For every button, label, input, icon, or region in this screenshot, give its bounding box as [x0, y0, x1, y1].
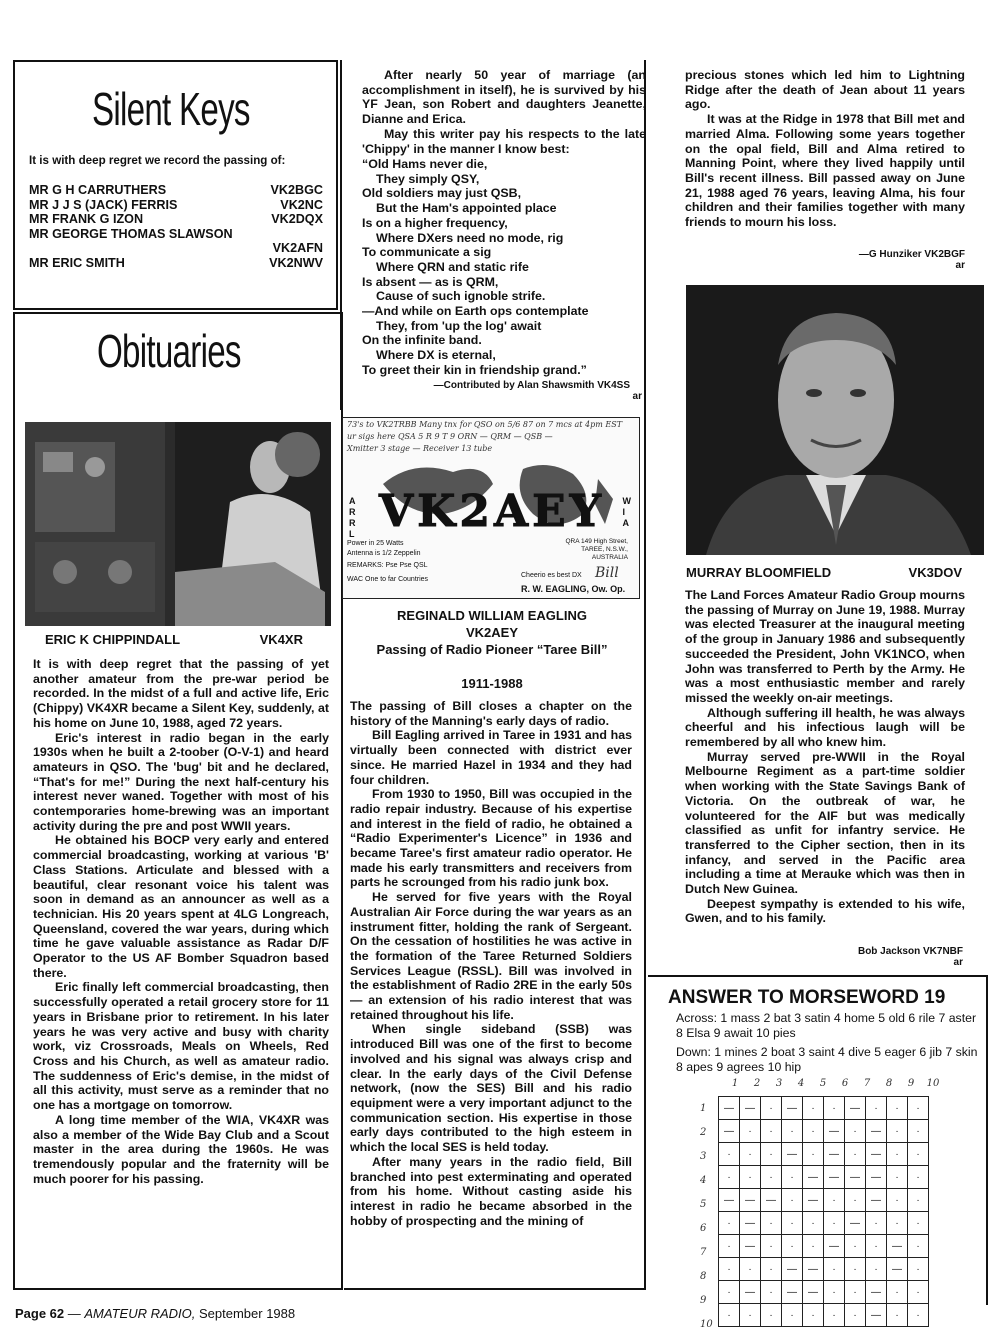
grid-cell: ·: [719, 1258, 740, 1281]
chippindall-continued: [362, 68, 646, 156]
grid-cell: ·: [845, 1120, 866, 1143]
grid-cell: ·: [908, 1189, 929, 1212]
footer: [15, 1306, 295, 1321]
qsl-arrl: [349, 496, 356, 540]
grid-cell: ·: [719, 1304, 740, 1327]
chippindall-heading: [45, 632, 303, 647]
morseword-across: Across: 1 mass 2 bat 3 satin 4 home 5 old 6 rile 7 aster 8 Elsa 9 await 10 pies: [676, 1011, 977, 1040]
grid-cell: ·: [824, 1304, 845, 1327]
grid-row: [719, 1120, 929, 1143]
grid-cell: ·: [761, 1166, 782, 1189]
grid-cell: ·: [782, 1235, 803, 1258]
poem-line: “Old Hams never die,: [362, 157, 488, 171]
grid-cell: ·: [908, 1143, 929, 1166]
chippindall-text: [33, 657, 329, 1186]
grid-row: [719, 1189, 929, 1212]
grid-cell: ·: [887, 1097, 908, 1120]
poem-line: Where DXers need no mode, rig: [376, 230, 564, 245]
paragraph: May this writer pay his respects to the late 'Chippy' in the manner I know best:: [362, 126, 646, 156]
grid-row-number: 3: [700, 1151, 707, 1162]
silent-keys-title: Silent Keys: [92, 83, 250, 135]
grid-cell: —: [803, 1258, 824, 1281]
grid-column-number: 2: [753, 1078, 761, 1089]
grid-cell: ·: [866, 1258, 887, 1281]
grid-column-number: 1: [731, 1078, 739, 1089]
grid-cell: —: [824, 1235, 845, 1258]
grid-row-number: 6: [700, 1223, 707, 1234]
poem-line: To communicate a sig: [362, 245, 492, 260]
grid-cell: ·: [887, 1143, 908, 1166]
grid-row-number: 1: [700, 1103, 707, 1114]
bloomfield-text: [685, 588, 965, 926]
grid-row-number: 2: [700, 1127, 707, 1138]
grid-cell: ·: [866, 1235, 887, 1258]
grid-cell: —: [866, 1189, 887, 1212]
paragraph: From 1930 to 1950, Bill was occupied in the radio repair industry. Because of his expertise and interest in the field of radio, he obtained a “Radio Experimenter's Licence” in 1936 and became Taree's first amateur radio operator. He made his early transmitters and receivers from parts he scrounged from his radio junk box.: [350, 787, 632, 890]
silent-key-name: MR GEORGE THOMAS SLAWSON: [29, 226, 233, 241]
qsl-line1: 73's to VK2TRBB Many tnx for QSO on 5/6 87 on 7 mcs at 4pm EST: [347, 420, 623, 429]
morseword-grid: [718, 1096, 929, 1327]
paragraph: The passing of Bill closes a chapter on the history of the Manning's early days of radio.: [350, 699, 632, 728]
silent-key-entry: [29, 256, 329, 271]
silent-key-name: MR G H CARRUTHERS: [29, 183, 167, 197]
grid-cell: —: [719, 1120, 740, 1143]
paragraph: Eric's interest in radio began in the early 1930s when he built a 2-toober (O-V-1) and heard amateurs in QSO. The 'bug' bit and he declared, “That's for me!” During the next half-century his interest never waned. Together with most of his contemporaries home-brewing was an important activity during the pre and post WWII years.: [33, 730, 329, 833]
paragraph: When single sideband (SSB) was introduced Bill was one of the first to become involved and his signal was always crisp and clear. In the early days of the Civil Defense network, (now the SES) Bill and his radio equipment were a very important adjunct to the communication section. His expertise in those early days contributed to the high esteem in which the local SES is held today.: [350, 1022, 632, 1155]
silent-key-name: MR FRANK G IZON: [29, 212, 144, 226]
grid-cell: —: [887, 1258, 908, 1281]
grid-cell: —: [740, 1212, 761, 1235]
grid-cell: ·: [719, 1212, 740, 1235]
paragraph: Murray served pre-WWII in the Royal Melbourne Regiment as a part-time soldier when working with the State Savings Bank of Victoria. On the outbreak of war, he volunteered for the AIF but was medically classified as unfit for infantry service. He transferred to the Cipher section, then in its infancy, and served in the Pacific area including a time at Merauke which was then in Dutch New Guinea.: [685, 749, 965, 897]
morseword-column-numbers: [724, 1078, 944, 1089]
grid-row: [719, 1258, 929, 1281]
obituaries-box: [13, 312, 343, 1290]
grid-cell: —: [866, 1304, 887, 1327]
paragraph: After many years in the radio field, Bill branched into pest exterminating and operated from his home. Without casting aside his interest in radio he became absorbed in the hobby of prospecting and the mining of: [350, 1154, 632, 1228]
poem-credit: —Contributed by Alan Shawsmith VK4SS: [433, 380, 630, 391]
poem-line: Where DX is eternal,: [376, 348, 496, 363]
paragraph: Eric finally left commercial broadcasting, then successfully operated a retail grocery store for 11 years in Brisbane prior to retirement. In his later years he was very active and busy with charity work, viz Crossroads, Meals on Wheels, Red Cross and his Church, as well as amateur radio. The suddenness of Eric's demise, in the midst of all this activity, must serve as a reminder that no one has a mortgage on tomorrow.: [33, 980, 329, 1113]
silent-key-name: MR ERIC SMITH: [29, 255, 125, 270]
grid-cell: —: [824, 1166, 845, 1189]
grid-row-number: 9: [700, 1295, 707, 1306]
footer-magazine: AMATEUR RADIO,: [84, 1306, 196, 1321]
grid-cell: ·: [887, 1304, 908, 1327]
grid-cell: ·: [740, 1258, 761, 1281]
grid-cell: ·: [845, 1235, 866, 1258]
grid-cell: ·: [803, 1304, 824, 1327]
grid-cell: ·: [782, 1166, 803, 1189]
grid-row: [719, 1281, 929, 1304]
eagling-call: VK2AEY: [465, 625, 519, 640]
silent-key-call: VK2AFN: [272, 241, 323, 255]
grid-cell: ·: [866, 1212, 887, 1235]
grid-row: [719, 1235, 929, 1258]
qsl-callsign: VK2AEY: [378, 486, 606, 537]
bottom-rule: [344, 1288, 646, 1290]
grid-cell: ·: [824, 1212, 845, 1235]
grid-cell: —: [740, 1235, 761, 1258]
grid-cell: ·: [845, 1281, 866, 1304]
paragraph: precious stones which led him to Lightning Ridge after the death of Jean about 11 years ago.: [685, 68, 965, 112]
grid-column-number: 9: [907, 1078, 915, 1089]
poem: [362, 157, 652, 378]
grid-cell: ·: [887, 1281, 908, 1304]
qsl-op: R. W. EAGLING, Ow. Op.: [521, 584, 626, 594]
eagling-text: [350, 699, 632, 1228]
grid-cell: ·: [719, 1166, 740, 1189]
obituaries-title: Obituaries: [97, 325, 241, 377]
grid-cell: —: [866, 1166, 887, 1189]
bloomfield-photo: [686, 285, 984, 555]
qsl-letter: L: [349, 529, 355, 539]
silent-key-call: VK2DQX: [271, 212, 323, 226]
grid-cell: —: [803, 1281, 824, 1304]
qsl-line2: ur sigs here QSA 5 R 9 T 9 ORN — QRM — QSB —: [347, 432, 553, 441]
eagling-years: 1911-1988: [461, 676, 523, 691]
grid-cell: —: [740, 1097, 761, 1120]
footer-page: Page 62: [15, 1306, 65, 1321]
column-rule: [644, 60, 646, 1290]
qsl-power: Power in 25 Watts: [347, 540, 404, 547]
grid-cell: ·: [740, 1166, 761, 1189]
grid-cell: ·: [908, 1304, 929, 1327]
chippindall-call: VK4XR: [259, 632, 303, 647]
grid-cell: —: [824, 1143, 845, 1166]
grid-cell: ·: [761, 1120, 782, 1143]
grid-cell: ·: [782, 1189, 803, 1212]
morseword-row-numbers: [700, 1097, 713, 1330]
footer-dash: —: [64, 1306, 85, 1321]
silent-keys-list: [29, 183, 329, 270]
paragraph: Bill Eagling arrived in Taree in 1931 and has virtually been connected with district ever since. He married Hazel in 1934 and they had four children.: [350, 728, 632, 787]
qsl-letter: I: [622, 507, 626, 517]
qsl-cheerio: Cheerio es best DX: [521, 572, 582, 579]
grid-cell: ·: [803, 1120, 824, 1143]
silent-key-name: MR J J S (JACK) FERRIS: [29, 197, 178, 212]
morseword-title: ANSWER TO MORSEWORD 19: [668, 987, 946, 1008]
bloomfield-heading: [686, 565, 962, 580]
paragraph: He served for five years with the Royal Australian Air Force during the war years as an instrument fitter, holding the rank of Sergeant. On the cessation of hostilities he was active in the formation of the Taree Returned Soldiers Services League (RSSL). Bill was involved in the establishment of Radio 2RE in the early 50s — an extension of his radio interest that was retained throughout his life.: [350, 890, 632, 1022]
grid-cell: ·: [803, 1143, 824, 1166]
eagling-continued: [685, 68, 965, 230]
grid-cell: ·: [719, 1235, 740, 1258]
silent-key-call: VK2BGC: [270, 183, 323, 197]
grid-cell: ·: [908, 1235, 929, 1258]
grid-cell: ·: [824, 1281, 845, 1304]
qsl-sign: Bill: [595, 565, 619, 581]
grid-cell: —: [803, 1166, 824, 1189]
grid-cell: —: [845, 1166, 866, 1189]
grid-cell: ·: [761, 1304, 782, 1327]
grid-cell: ·: [845, 1304, 866, 1327]
grid-cell: ·: [908, 1212, 929, 1235]
qsl-antenna: Antenna is 1/2 Zeppelin: [347, 550, 421, 557]
paragraph: Although suffering ill health, he was always cheerful and his infectious laugh will be remembered by all who knew him.: [685, 705, 965, 750]
grid-cell: ·: [908, 1097, 929, 1120]
paragraph: A long time member of the WIA, VK4XR was also a member of the Wide Bay Club and a Scout master in the area during the 1960s. He was tremendously popular and the fraternity will be much poorer for his passing.: [33, 1112, 329, 1186]
grid-row: [719, 1166, 929, 1189]
poem-line: To greet their kin in friendship grand.”: [362, 362, 587, 377]
grid-cell: —: [719, 1189, 740, 1212]
grid-cell: ·: [908, 1281, 929, 1304]
paragraph: Deepest sympathy is extended to his wife, Gwen, and to his family.: [685, 896, 965, 926]
grid-cell: ·: [824, 1258, 845, 1281]
eagling-credit: —G Hunziker VK2BGF: [858, 249, 965, 260]
grid-row: [719, 1304, 929, 1327]
silent-keys-box: [13, 60, 338, 310]
paragraph: It was at the Ridge in 1978 that Bill met and married Alma. Following some years together on the opal field, Bill and Alma retired to Manning Point, where they lived happily until Bill's recent illness. Bill passed away on June 21, 1988 aged 76 years, leaving Alma, his four children and their families together with many friends to mourn his loss.: [685, 112, 965, 230]
grid-cell: ·: [887, 1120, 908, 1143]
bloomfield-credit: Bob Jackson VK7NBF: [857, 946, 963, 957]
grid-row: [719, 1097, 929, 1120]
grid-column-number: 6: [841, 1078, 849, 1089]
poem-line: They, from 'up the log' await: [376, 318, 542, 333]
footer-date: September 1988: [195, 1306, 296, 1321]
grid-cell: ·: [782, 1212, 803, 1235]
poem-line: They simply QSY,: [376, 171, 480, 186]
grid-row: [719, 1143, 929, 1166]
qsl-letter: R: [349, 518, 356, 528]
grid-cell: —: [824, 1120, 845, 1143]
grid-cell: ·: [740, 1304, 761, 1327]
qsl-letter: A: [622, 518, 629, 528]
grid-cell: ·: [908, 1258, 929, 1281]
grid-cell: —: [803, 1189, 824, 1212]
grid-cell: —: [887, 1235, 908, 1258]
grid-cell: —: [740, 1189, 761, 1212]
grid-column-number: 4: [797, 1078, 805, 1089]
grid-column-number: 7: [863, 1078, 871, 1089]
grid-row-number: 10: [700, 1319, 713, 1330]
silent-key-call: VK2NC: [280, 197, 323, 212]
grid-cell: ·: [824, 1189, 845, 1212]
grid-cell: ·: [740, 1120, 761, 1143]
grid-cell: ·: [761, 1212, 782, 1235]
eagling-name: REGINALD WILLIAM EAGLING: [397, 608, 587, 623]
grid-cell: ·: [887, 1166, 908, 1189]
chippindall-photo: [25, 422, 331, 626]
qsl-wia: [623, 496, 632, 529]
silent-key-call: VK2NWV: [269, 255, 323, 270]
poem-line: Cause of such ignoble strife.: [376, 289, 546, 304]
grid-cell: —: [782, 1143, 803, 1166]
paragraph: He obtained his BOCP very early and entered commercial broadcasting, working at various 'B' Class Stations. Articulate and blessed with a beautiful, clear resonant voice his talent was soon in demand as an announcer as well as a technician. His 20 years spent at 4LG Longreach, Queensland, covered the war years, during which time he gave valuable assistance as Radar D/F Operator to the US AF Bomber Squadron based there.: [33, 833, 329, 980]
bloomfield-name: MURRAY BLOOMFIELD: [686, 565, 832, 580]
qsl-letter: W: [622, 496, 631, 506]
qsl-letter: R: [349, 507, 356, 517]
grid-column-number: 3: [775, 1078, 783, 1089]
qsl-letter: A: [349, 496, 356, 506]
chippindall-name: ERIC K CHIPPINDALL: [45, 632, 181, 647]
grid-column-number: 8: [885, 1078, 893, 1089]
grid-cell: ·: [761, 1143, 782, 1166]
grid-cell: ·: [761, 1235, 782, 1258]
grid-cell: ·: [845, 1143, 866, 1166]
grid-cell: ·: [782, 1304, 803, 1327]
grid-cell: —: [782, 1281, 803, 1304]
qsl-wac: WAC One to far Countries: [347, 576, 429, 583]
grid-cell: ·: [803, 1235, 824, 1258]
grid-cell: —: [761, 1189, 782, 1212]
silent-key-entry: [29, 198, 329, 213]
qsl-line3: Xmitter 3 stage — Receiver 13 tube: [347, 444, 493, 453]
grid-cell: ·: [740, 1143, 761, 1166]
radio-shack-photo-icon: [25, 422, 331, 626]
grid-cell: ·: [887, 1189, 908, 1212]
grid-cell: ·: [824, 1097, 845, 1120]
poem-line: Where QRN and static rife: [376, 259, 529, 274]
grid-cell: ·: [803, 1097, 824, 1120]
grid-column-number: 5: [819, 1078, 827, 1089]
silent-key-entry: [29, 212, 329, 227]
paragraph: It is with deep regret that the passing of yet another amateur from the pre-war period be recorded. In the midst of a full and active life, Eric (Chippy) VK4XR became a Silent Key, suddenly, at his home on June 10, 1988, aged 72 years.: [33, 657, 329, 730]
poem-end: ar: [632, 391, 642, 402]
grid-cell: ·: [761, 1097, 782, 1120]
grid-cell: —: [845, 1097, 866, 1120]
grid-cell: —: [782, 1097, 803, 1120]
bloomfield-call: VK3DOV: [908, 565, 962, 580]
bloomfield-end: ar: [953, 957, 963, 968]
poem-line: Old soldiers may just QSB,: [362, 186, 522, 201]
silent-keys-intro: It is with deep regret we record the passing of:: [29, 154, 286, 167]
portrait-icon: [686, 285, 984, 555]
grid-cell: —: [866, 1143, 887, 1166]
eagling-subtitle: Passing of Radio Pioneer “Taree Bill”: [376, 642, 608, 657]
grid-cell: —: [740, 1281, 761, 1304]
grid-cell: ·: [887, 1212, 908, 1235]
paragraph: The Land Forces Amateur Radio Group mourns the passing of Murray on June 19, 1988. Murray was elected Treasurer at the inaugural meeting of the group in January 1986 and subsequently succeeded the President, John VK1NCO, when John was transferred to Perth by the Army. He was a most enthusiastic member and rarely missed the weekly on-air meetings.: [685, 588, 965, 705]
qsl-remarks: REMARKS: Pse Pse QSL: [347, 562, 428, 569]
grid-cell: ·: [761, 1258, 782, 1281]
grid-row-number: 8: [700, 1271, 707, 1282]
silent-key-entry: [29, 227, 329, 256]
grid-cell: ·: [908, 1120, 929, 1143]
poem-line: —And while on Earth ops contemplate: [362, 304, 589, 319]
qsl-qra: QRA 149 High Street, TAREE, N.S.W., AUSTRALIA: [565, 538, 628, 561]
grid-cell: ·: [908, 1166, 929, 1189]
grid-cell: ·: [782, 1120, 803, 1143]
grid-row-number: 7: [700, 1247, 707, 1258]
grid-cell: ·: [845, 1189, 866, 1212]
grid-row-number: 5: [700, 1199, 707, 1210]
paragraph: After nearly 50 year of marriage (an accomplishment in itself), he is survived by his YF Jean, son Robert and daughters Jeanette, Dianne and Erica.: [362, 68, 646, 127]
grid-cell: —: [866, 1281, 887, 1304]
morseword-down: Down: 1 mines 2 boat 3 saint 4 dive 5 eager 6 jib 7 skin 8 apes 9 agrees 10 hip: [676, 1045, 978, 1074]
poem-line: On the infinite band.: [362, 333, 482, 348]
grid-cell: ·: [866, 1097, 887, 1120]
poem-line: Is on a higher frequency,: [362, 215, 508, 230]
grid-cell: ·: [803, 1212, 824, 1235]
poem-line: Is absent — as is QRM,: [362, 274, 499, 289]
grid-column-number: 10: [926, 1078, 940, 1089]
grid-cell: —: [845, 1212, 866, 1235]
grid-cell: ·: [719, 1143, 740, 1166]
silent-key-entry: [29, 183, 329, 198]
grid-cell: ·: [719, 1281, 740, 1304]
grid-cell: —: [719, 1097, 740, 1120]
grid-cell: —: [866, 1120, 887, 1143]
qsl-card: [342, 417, 640, 599]
grid-row: [719, 1212, 929, 1235]
eagling-end: ar: [955, 260, 965, 271]
poem-line: But the Ham's appointed place: [376, 201, 557, 216]
grid-cell: ·: [845, 1258, 866, 1281]
grid-cell: ·: [761, 1281, 782, 1304]
grid-cell: —: [782, 1258, 803, 1281]
grid-row-number: 4: [700, 1175, 707, 1186]
